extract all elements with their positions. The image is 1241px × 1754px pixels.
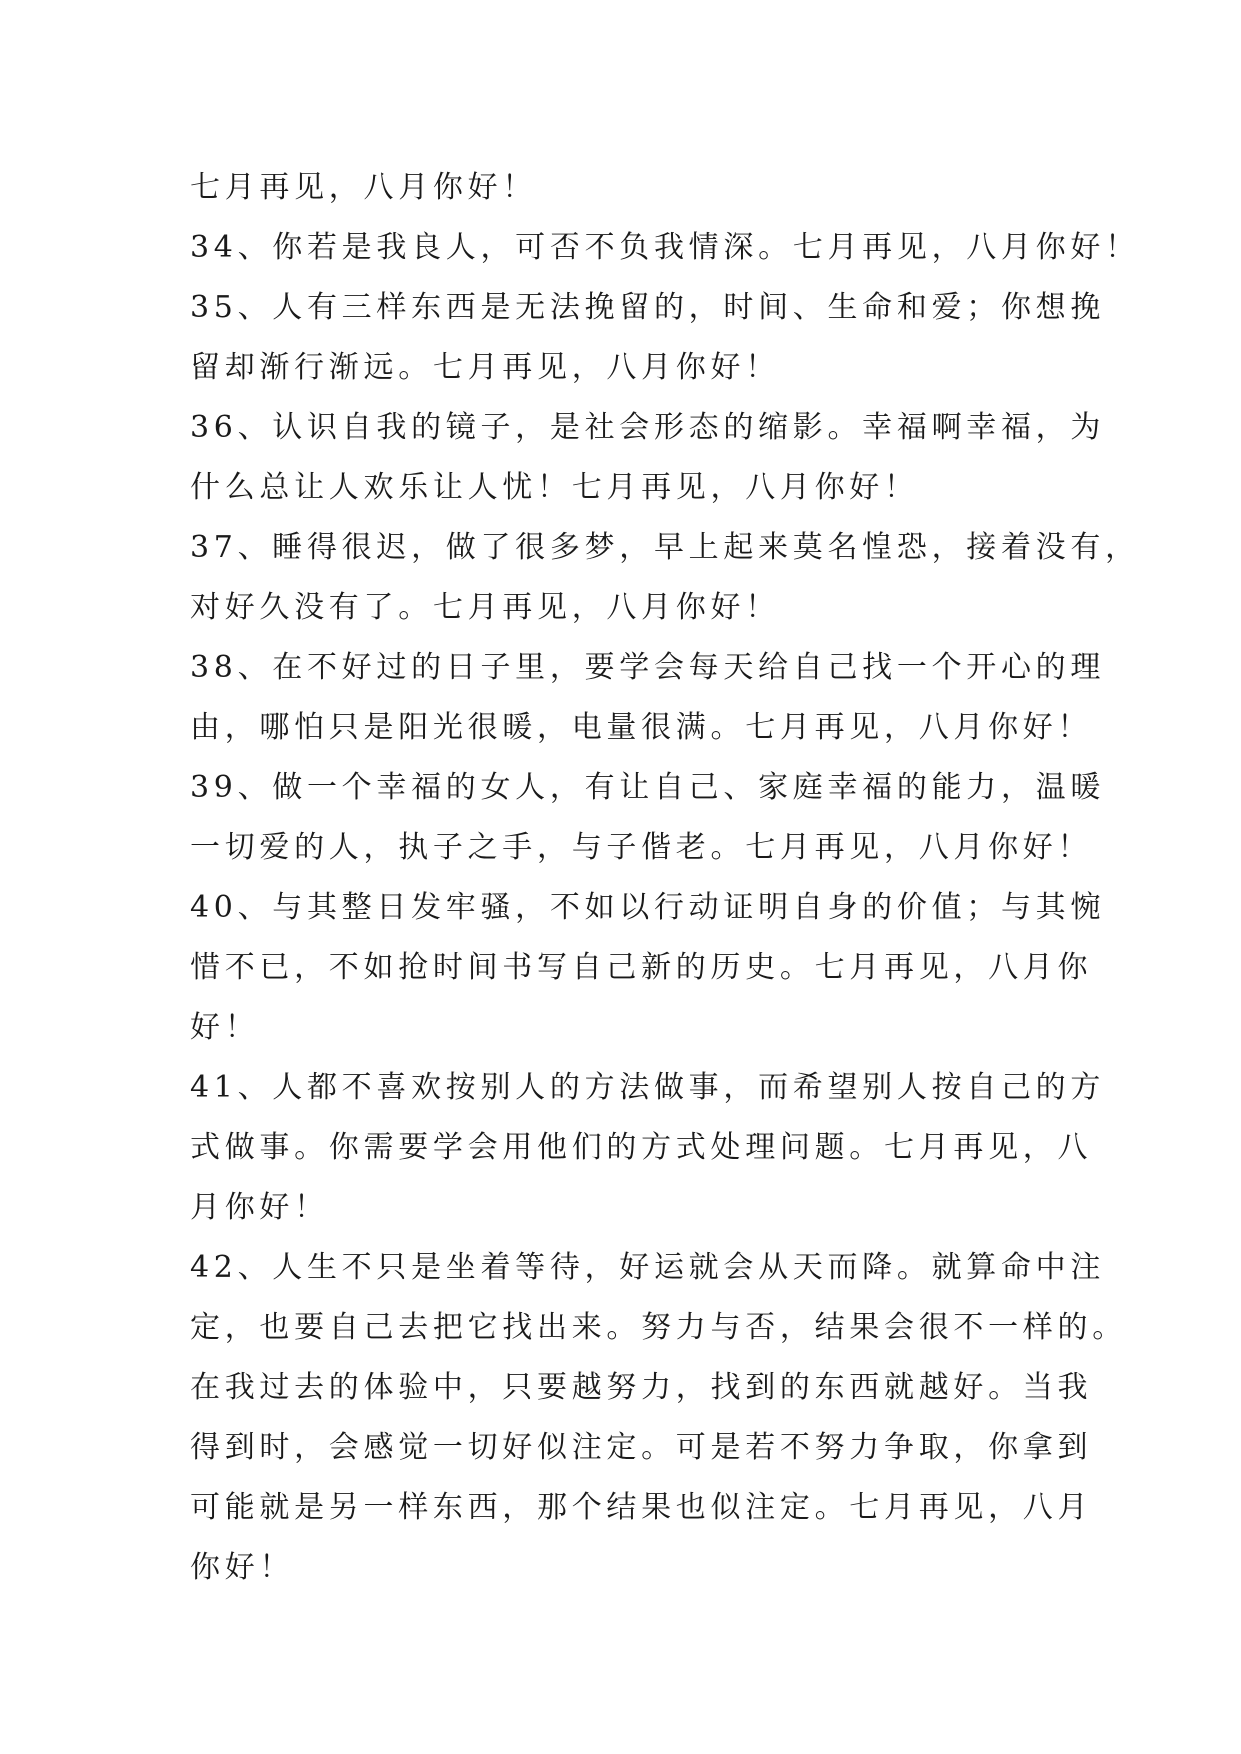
- text-line: 42、人生不只是坐着等待，好运就会从天而降。就算命中注: [190, 1250, 1106, 1285]
- text-line: 式做事。你需要学会用他们的方式处理问题。七月再见，八: [190, 1130, 1093, 1165]
- text-line: 留却渐行渐远。七月再见，八月你好！: [190, 350, 780, 385]
- text-line: 得到时，会感觉一切好似注定。可是若不努力争取，你拿到: [190, 1430, 1093, 1465]
- text-line: 惜不已，不如抢时间书写自己新的历史。七月再见，八月你: [190, 950, 1093, 985]
- text-line: 你好！: [190, 1550, 295, 1585]
- text-line: 39、做一个幸福的女人，有让自己、家庭幸福的能力，温暖: [190, 770, 1106, 805]
- text-line: 什么总让人欢乐让人忧！七月再见，八月你好！: [190, 470, 919, 505]
- text-line: 由，哪怕只是阳光很暖，电量很满。七月再见，八月你好！: [190, 710, 1093, 745]
- text-line: 月你好！: [190, 1190, 329, 1225]
- text-line: 36、认识自我的镜子，是社会形态的缩影。幸福啊幸福，为: [190, 410, 1106, 445]
- text-line: 一切爱的人，执子之手，与子偕老。七月再见，八月你好！: [190, 830, 1093, 865]
- document-body: [190, 158, 1140, 1598]
- text-line: 在我过去的体验中，只要越努力，找到的东西就越好。当我: [190, 1370, 1093, 1405]
- text-line: 37、睡得很迟，做了很多梦，早上起来莫名惶恐，接着没有，: [190, 530, 1140, 565]
- text-line: 40、与其整日发牢骚，不如以行动证明自身的价值；与其惋: [190, 890, 1106, 925]
- text-line: 七月再见，八月你好！: [190, 170, 537, 205]
- text-line: 38、在不好过的日子里，要学会每天给自己找一个开心的理: [190, 650, 1106, 685]
- text-line: 好！: [190, 1010, 260, 1045]
- text-line: 对好久没有了。七月再见，八月你好！: [190, 590, 780, 625]
- text-line: 可能就是另一样东西，那个结果也似注定。七月再见，八月: [190, 1490, 1093, 1525]
- text-line: 定，也要自己去把它找出来。努力与否，结果会很不一样的。: [190, 1310, 1127, 1345]
- text-line: 41、人都不喜欢按别人的方法做事，而希望别人按自己的方: [190, 1070, 1106, 1105]
- text-line: 34、你若是我良人，可否不负我情深。七月再见，八月你好！: [190, 230, 1140, 265]
- text-line: 35、人有三样东西是无法挽留的，时间、生命和爱；你想挽: [190, 290, 1106, 325]
